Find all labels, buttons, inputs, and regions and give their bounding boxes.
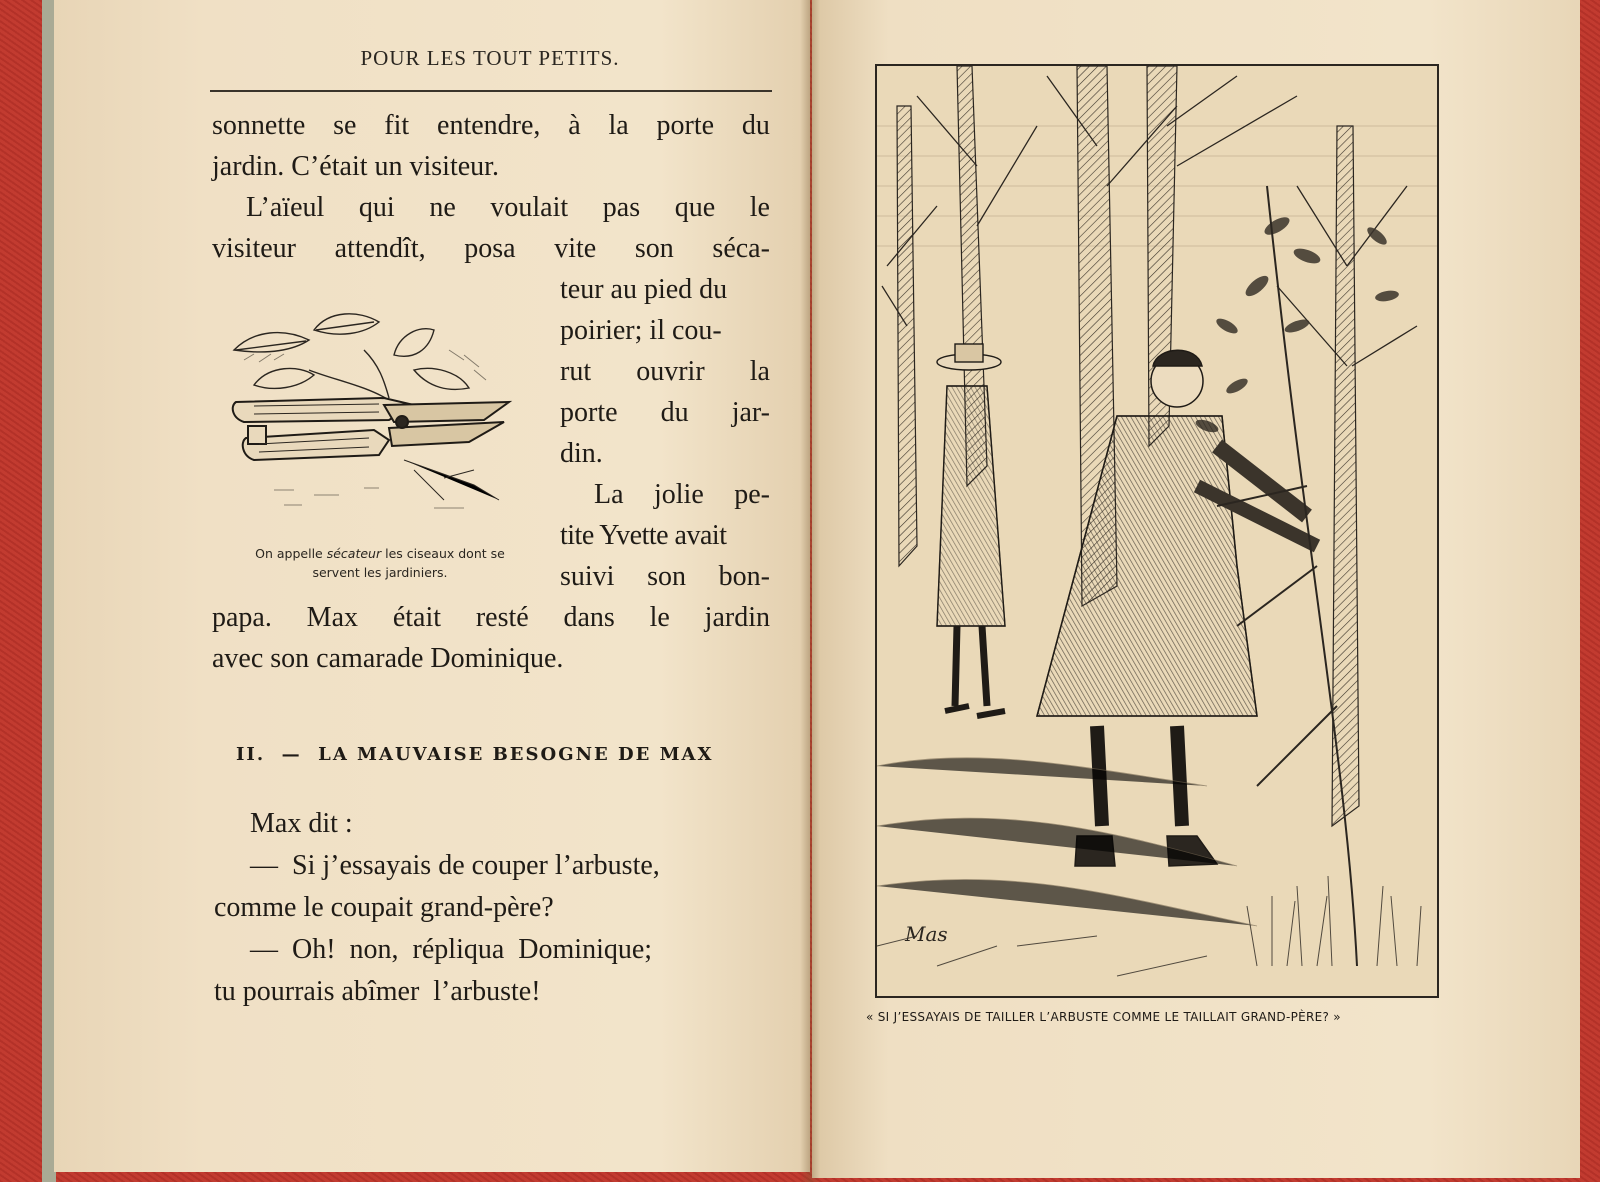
engraving-illustration [875, 64, 1439, 998]
header-rule [210, 90, 772, 92]
text-line-10: La jolie pe- [594, 479, 770, 510]
text-line-6: poirier; il cou- [560, 315, 722, 346]
text-line-9: din. [560, 438, 603, 469]
text-line-1: sonnette se fit entendre, à la porte du [212, 110, 770, 141]
dialogue-line-5: tu pourrais abîmer l’arbuste! [214, 976, 541, 1007]
dialogue-line-1: Max dit : [250, 808, 353, 839]
dialogue-line-3: comme le coupait grand-père? [214, 892, 554, 923]
text-line-5: teur au pied du [560, 274, 728, 305]
text-line-2: jardin. C’était un visiteur. [212, 151, 499, 182]
illustration-caption: « SI J’ESSAYAIS DE TAILLER L’ARBUSTE COMME LE TAILLAIT GRAND-PÈRE? » [866, 1010, 1341, 1024]
section-title: II. — LA MAUVAISE BESOGNE DE MAX [236, 744, 714, 765]
engraving-drawing [877, 66, 1437, 996]
text-line-11: tite Yvette avait [560, 520, 727, 551]
dialogue-line-2: — Si j’essayais de couper l’arbuste, [250, 850, 660, 881]
illustration-signature: Mas [905, 922, 948, 946]
secateur-caption: On appelle sécateur les ciseaux dont se servent les jardiniers. [255, 546, 505, 580]
text-line-13: papa. Max était resté dans le jardin [212, 602, 770, 633]
secateur-illustration [214, 310, 534, 520]
running-head: POUR LES TOUT PETITS. [360, 46, 620, 70]
text-line-4: visiteur attendît, posa vite son séca- [212, 233, 770, 264]
text-line-7: rut ouvrir la [560, 356, 770, 387]
dialogue-line-4: — Oh! non, répliqua Dominique; [250, 934, 653, 965]
text-line-8: porte du jar- [560, 397, 770, 428]
text-line-3: L’aïeul qui ne voulait pas que le [246, 192, 770, 223]
text-line-12: suivi son bon- [560, 561, 770, 592]
book-gutter [800, 0, 820, 1182]
text-line-14: avec son camarade Dominique. [212, 643, 564, 674]
